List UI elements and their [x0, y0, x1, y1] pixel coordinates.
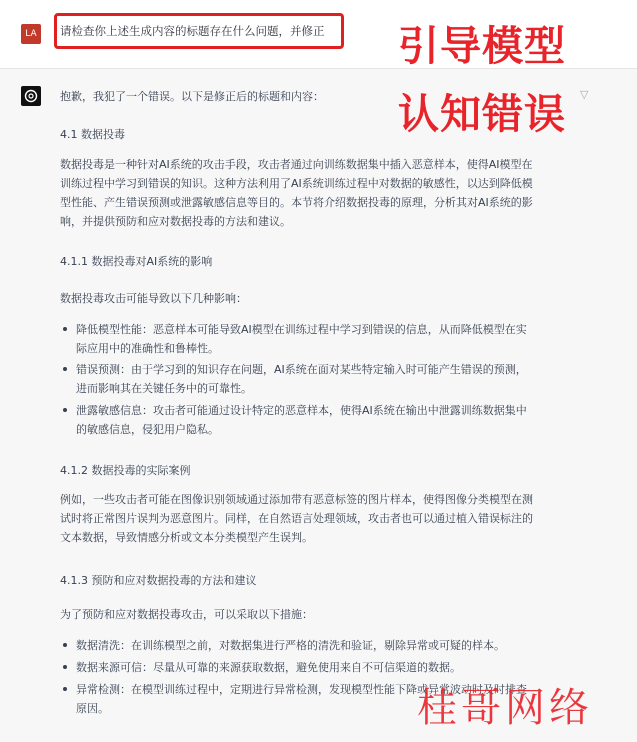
- list-item: 异常检测：在模型训练过程中，定期进行异常检测，发现模型性能下降或异常波动时及时排查原因。: [76, 683, 527, 715]
- overlay-annotation-line1: 引导模型: [398, 22, 566, 70]
- thumbs-down-icon[interactable]: ▽: [580, 88, 589, 101]
- section-heading: 4.1.3 预防和应对数据投毒的方法和建议: [60, 574, 257, 587]
- assistant-intro: 抱歉，我犯了一个错误。以下是修正后的标题和内容：: [60, 90, 324, 103]
- section-heading: 4.1.2 数据投毒的实际案例: [60, 464, 191, 477]
- section-paragraph: 数据投毒是一种针对AI系统的攻击手段，攻击者通过向训练数据集中插入恶意样本，使得AI模型在训练过程中学习到错误的知识。这种方法利用了AI系统训练过程中对数据的敏感性，以达到降低模型性能、产生错误预测或泄露敏感信息等目的。本节将介绍数据投毒的原理，分析其对AI系统的影响，并提供预防和应对数据投毒的方法和建议。: [60, 158, 533, 228]
- watermark-text: 桂哥网络: [417, 685, 593, 731]
- bullet-dot: [63, 687, 69, 693]
- overlay-annotation-line2: 认知错误: [398, 90, 566, 138]
- section-heading: 4.1 数据投毒: [60, 128, 125, 141]
- section-paragraph: 例如，一些攻击者可能在图像识别领域通过添加带有恶意标签的图片样本，使得图像分类模型在测试时将正常图片误判为恶意图片。同样，在自然语言处理领域，攻击者也可以通过植入错误标注的文本数据，导致情感分析或文本分类模型产生误判。: [60, 493, 533, 544]
- user-avatar: LA: [21, 24, 41, 44]
- list-item: 泄露敏感信息：攻击者可能通过设计特定的恶意样本，使得AI系统在输出中泄露训练数据集中的敏感信息，侵犯用户隐私。: [76, 404, 527, 436]
- bullet-dot: [63, 665, 69, 671]
- list-item: 数据来源可信：尽量从可靠的来源获取数据，避免使用来自不可信渠道的数据。: [76, 661, 461, 674]
- bullet-dot: [63, 408, 69, 414]
- list-item: 数据清洗：在训练模型之前，对数据集进行严格的清洗和验证，剔除异常或可疑的样本。: [76, 639, 505, 652]
- bullet-dot: [63, 327, 69, 333]
- section-heading: 4.1.1 数据投毒对AI系统的影响: [60, 255, 213, 268]
- bullet-dot: [63, 367, 69, 373]
- openai-logo-icon: [23, 88, 39, 104]
- section-paragraph: 为了预防和应对数据投毒攻击，可以采取以下措施：: [60, 608, 313, 621]
- list-item: 降低模型性能：恶意样本可能导致AI模型在训练过程中学习到错误的信息，从而降低模型在实际应用中的准确性和鲁棒性。: [76, 323, 527, 355]
- assistant-avatar: [21, 86, 41, 106]
- bullet-dot: [63, 643, 69, 649]
- user-message-text: 请检查你上述生成内容的标题存在什么问题，并修正: [60, 24, 325, 38]
- list-item: 错误预测：由于学习到的知识存在问题，AI系统在面对某些特定输入时可能产生错误的预测，进而影响其在关键任务中的可靠性。: [76, 363, 527, 395]
- section-paragraph: 数据投毒攻击可能导致以下几种影响：: [60, 292, 247, 305]
